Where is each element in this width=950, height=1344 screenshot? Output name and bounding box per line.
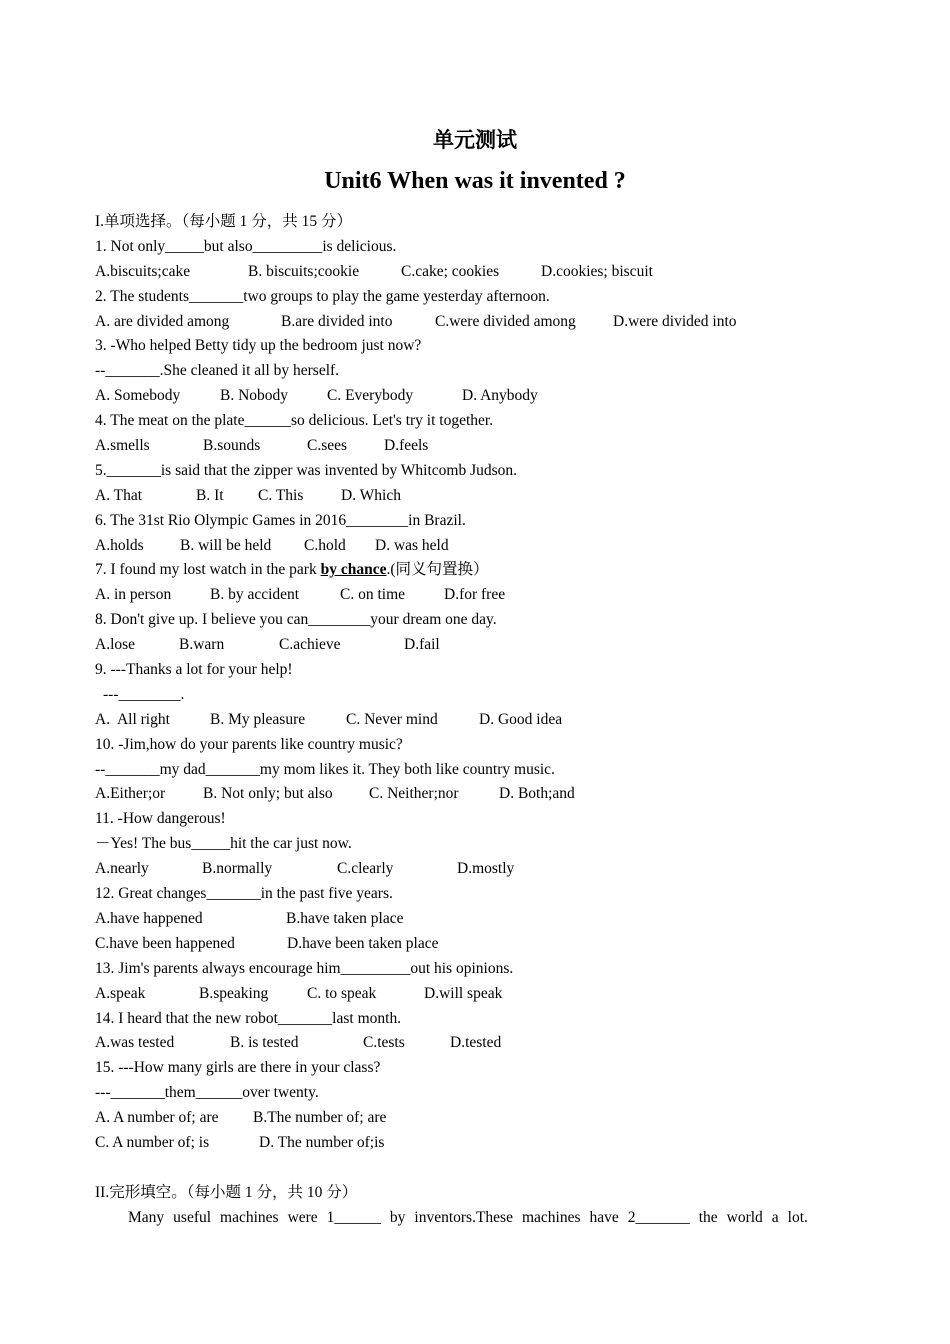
option-c: C. This — [258, 486, 304, 504]
stem-text: 7. I found my lost watch in the park — [95, 561, 321, 579]
cloze-word: were — [287, 1208, 318, 1226]
option-d: D. Good idea — [479, 710, 563, 728]
question-stem: 9. ---Thanks a lot for your help! — [95, 661, 293, 679]
cloze-word: machines — [521, 1208, 581, 1226]
question-stem-response: －Yes! The bus_____hit the car just now. — [95, 835, 352, 853]
question-options — [95, 708, 855, 733]
unit-test-title: 单元测试 — [433, 128, 517, 152]
option-a: A.biscuits;cake — [95, 262, 191, 280]
cloze-blank: 2_______ — [627, 1208, 690, 1226]
question-stem: 1. Not only_____but also_________is delicious. — [95, 237, 397, 255]
option-a: A. Somebody — [95, 387, 181, 405]
cloze-word: lot. — [787, 1208, 808, 1226]
option-b: B. It — [196, 486, 224, 504]
option-b: B.The number of; are — [253, 1109, 387, 1127]
question-stem — [95, 558, 855, 583]
question-options — [95, 932, 855, 957]
unit-title: Unit6 When was it invented ? — [324, 168, 626, 194]
stem-instruction: .(同义句置换） — [386, 561, 489, 579]
cloze-word: the — [698, 1208, 718, 1226]
question-stem: 2. The students_______two groups to play the game yesterday afternoon. — [95, 287, 550, 305]
option-a: A.was tested — [95, 1034, 175, 1052]
option-d: D. Anybody — [462, 387, 538, 405]
option-d: D.for free — [444, 586, 506, 604]
question-stem: 10. -Jim,how do your parents like country music? — [95, 735, 403, 753]
question-options — [95, 857, 855, 882]
option-b: B.are divided into — [281, 312, 393, 330]
option-d: D.fail — [404, 636, 440, 654]
section-heading-cloze: II.完形填空。（每小题 1 分，共 10 分） — [95, 1183, 358, 1201]
question-options — [95, 434, 855, 459]
option-c: C. Neither;nor — [369, 785, 459, 803]
cloze-blank: 1______ — [326, 1208, 381, 1226]
option-b: B. biscuits;cookie — [248, 262, 360, 280]
option-a: A. in person — [95, 586, 172, 604]
option-b: B. Nobody — [220, 387, 289, 405]
option-a: A.speak — [95, 984, 146, 1002]
underlined-phrase: by chance — [320, 561, 387, 579]
option-b: B. will be held — [180, 536, 272, 554]
question-stem: 5._______is said that the zipper was invented by Whitcomb Judson. — [95, 461, 518, 479]
option-d: D. Both;and — [499, 785, 575, 803]
option-c: C.have been happened — [95, 934, 235, 952]
cloze-word: a — [771, 1208, 779, 1226]
option-b: B. is tested — [230, 1034, 299, 1052]
option-a: A. A number of; are — [95, 1109, 219, 1127]
option-c: C. Never mind — [346, 710, 438, 728]
question-stem: 15. ---How many girls are there in your class? — [95, 1059, 381, 1077]
question-options — [95, 907, 855, 932]
question-stem: 4. The meat on the plate______so delicious. Let's try it together. — [95, 412, 494, 430]
question-stem-response: ---_______them______over twenty. — [95, 1084, 319, 1102]
option-b: B.speaking — [199, 984, 269, 1002]
option-c: C.tests — [363, 1034, 405, 1052]
option-c: C. A number of; is — [95, 1133, 210, 1151]
option-d: D. was held — [375, 536, 449, 554]
option-b: B. My pleasure — [210, 710, 306, 728]
exam-content — [95, 210, 855, 1231]
question-options — [95, 583, 855, 608]
cloze-word: inventors.These — [414, 1208, 513, 1226]
question-options — [95, 982, 855, 1007]
option-a: A. All right — [95, 710, 170, 728]
option-b: B.sounds — [203, 437, 261, 455]
cloze-word: Many — [128, 1208, 165, 1226]
option-c: C.were divided among — [435, 312, 576, 330]
question-options — [95, 1031, 855, 1056]
option-a: A.lose — [95, 636, 136, 654]
section-spacer — [95, 1156, 855, 1181]
option-c: C. on time — [340, 586, 406, 604]
question-options — [95, 484, 855, 509]
cloze-word: useful — [173, 1208, 212, 1226]
question-stem: 12. Great changes_______in the past five years. — [95, 885, 393, 903]
option-a: A.nearly — [95, 860, 149, 878]
option-d: D.cookies; biscuit — [541, 262, 653, 280]
cloze-paragraph — [95, 1206, 808, 1231]
question-options — [95, 384, 855, 409]
question-stem: 11. -How dangerous! — [95, 810, 226, 828]
option-d: D.feels — [384, 437, 429, 455]
question-stem: 13. Jim's parents always encourage him_________out his opinions. — [95, 959, 514, 977]
question-options — [95, 534, 855, 559]
option-b: B.warn — [179, 636, 225, 654]
question-options — [95, 1106, 855, 1131]
option-c: C.achieve — [279, 636, 341, 654]
option-c: C.cake; cookies — [401, 262, 500, 280]
question-stem-response: --_______my dad_______my mom likes it. They both like country music. — [95, 760, 555, 778]
option-b: B.normally — [202, 860, 273, 878]
option-d: D.will speak — [424, 984, 503, 1002]
question-options — [95, 310, 855, 335]
option-d: D.mostly — [457, 860, 515, 878]
question-stem: 14. I heard that the new robot_______last month. — [95, 1009, 402, 1027]
cloze-word: machines — [220, 1208, 279, 1226]
section-heading-multiple-choice: I.单项选择。（每小题 1 分，共 15 分） — [95, 213, 353, 230]
option-d: D. Which — [341, 486, 401, 504]
option-c: C.sees — [307, 437, 348, 455]
option-a: A. are divided among — [95, 312, 230, 330]
option-c: C.clearly — [337, 860, 394, 878]
option-a: A.holds — [95, 536, 144, 554]
question-options — [95, 633, 855, 658]
option-b: B. by accident — [210, 586, 300, 604]
cloze-word: by — [389, 1208, 406, 1226]
question-stem-response: --_______.She cleaned it all by herself. — [95, 362, 340, 380]
question-options — [95, 1131, 855, 1156]
cloze-word: have — [589, 1208, 619, 1226]
option-c: C. to speak — [307, 984, 377, 1002]
cloze-word: world — [726, 1208, 763, 1226]
option-d: D. The number of;is — [259, 1133, 385, 1151]
option-c: C.hold — [304, 536, 346, 554]
option-a: A.smells — [95, 437, 150, 455]
question-options — [95, 782, 855, 807]
option-a: A.have happened — [95, 909, 203, 927]
option-a: A.Either;or — [95, 785, 166, 803]
option-d: D.were divided into — [613, 312, 737, 330]
option-c: C. Everybody — [327, 387, 414, 405]
question-stem: 8. Don't give up. I believe you can________your dream one day. — [95, 611, 497, 629]
question-stem: 6. The 31st Rio Olympic Games in 2016________in Brazil. — [95, 511, 466, 529]
question-stem-response: ---________. — [103, 685, 185, 703]
option-b: B. Not only; but also — [203, 785, 333, 803]
question-stem: 3. -Who helped Betty tidy up the bedroom just now? — [95, 337, 422, 355]
option-d: D.tested — [450, 1034, 502, 1052]
option-a: A. That — [95, 486, 143, 504]
question-options — [95, 260, 855, 285]
option-b: B.have taken place — [286, 909, 404, 927]
option-d: D.have been taken place — [287, 934, 439, 952]
